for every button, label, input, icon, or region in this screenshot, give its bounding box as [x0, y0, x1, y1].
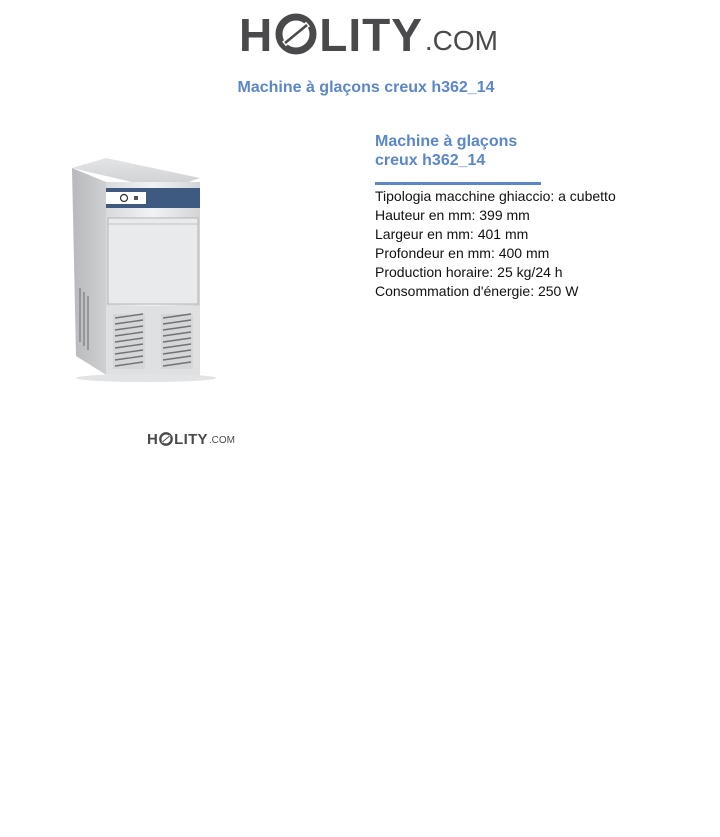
page-title: Machine à glaçons creux h362_14: [237, 79, 495, 96]
product-info: [375, 132, 705, 301]
holity-o-icon: [275, 13, 317, 55]
holity-o-icon: [159, 432, 173, 446]
spec-item-energy: Consommation d'énergie: 250 W: [375, 283, 579, 299]
spec-item-type: Tipologia macchine ghiaccio: a cubetto: [375, 188, 616, 204]
holity-logo[interactable]: [239, 9, 499, 61]
logo-letter-h: H: [239, 9, 274, 61]
product-title-line1: Machine à glaçons: [375, 133, 518, 150]
spec-list: [375, 187, 705, 301]
logo-letters-lity: LITY: [319, 9, 423, 61]
logo-letter-h: H: [147, 431, 159, 448]
holity-logo-small: [147, 432, 235, 447]
product-title-line2: creux h362_14: [375, 152, 486, 169]
logo-suffix: .COM: [208, 435, 235, 446]
logo-suffix: .COM: [424, 25, 499, 56]
product-title: [375, 132, 705, 170]
spec-item-production: Production horaire: 25 kg/24 h: [375, 264, 563, 280]
title-divider: [375, 182, 541, 185]
logo-letters-lity: LITY: [174, 431, 208, 448]
ice-machine-illustration: [36, 120, 250, 388]
product-image: [36, 120, 250, 388]
spec-item-width: Largeur en mm: 401 mm: [375, 226, 529, 242]
spec-item-depth: Profondeur en mm: 400 mm: [375, 245, 550, 261]
spec-item-height: Hauteur en mm: 399 mm: [375, 207, 530, 223]
